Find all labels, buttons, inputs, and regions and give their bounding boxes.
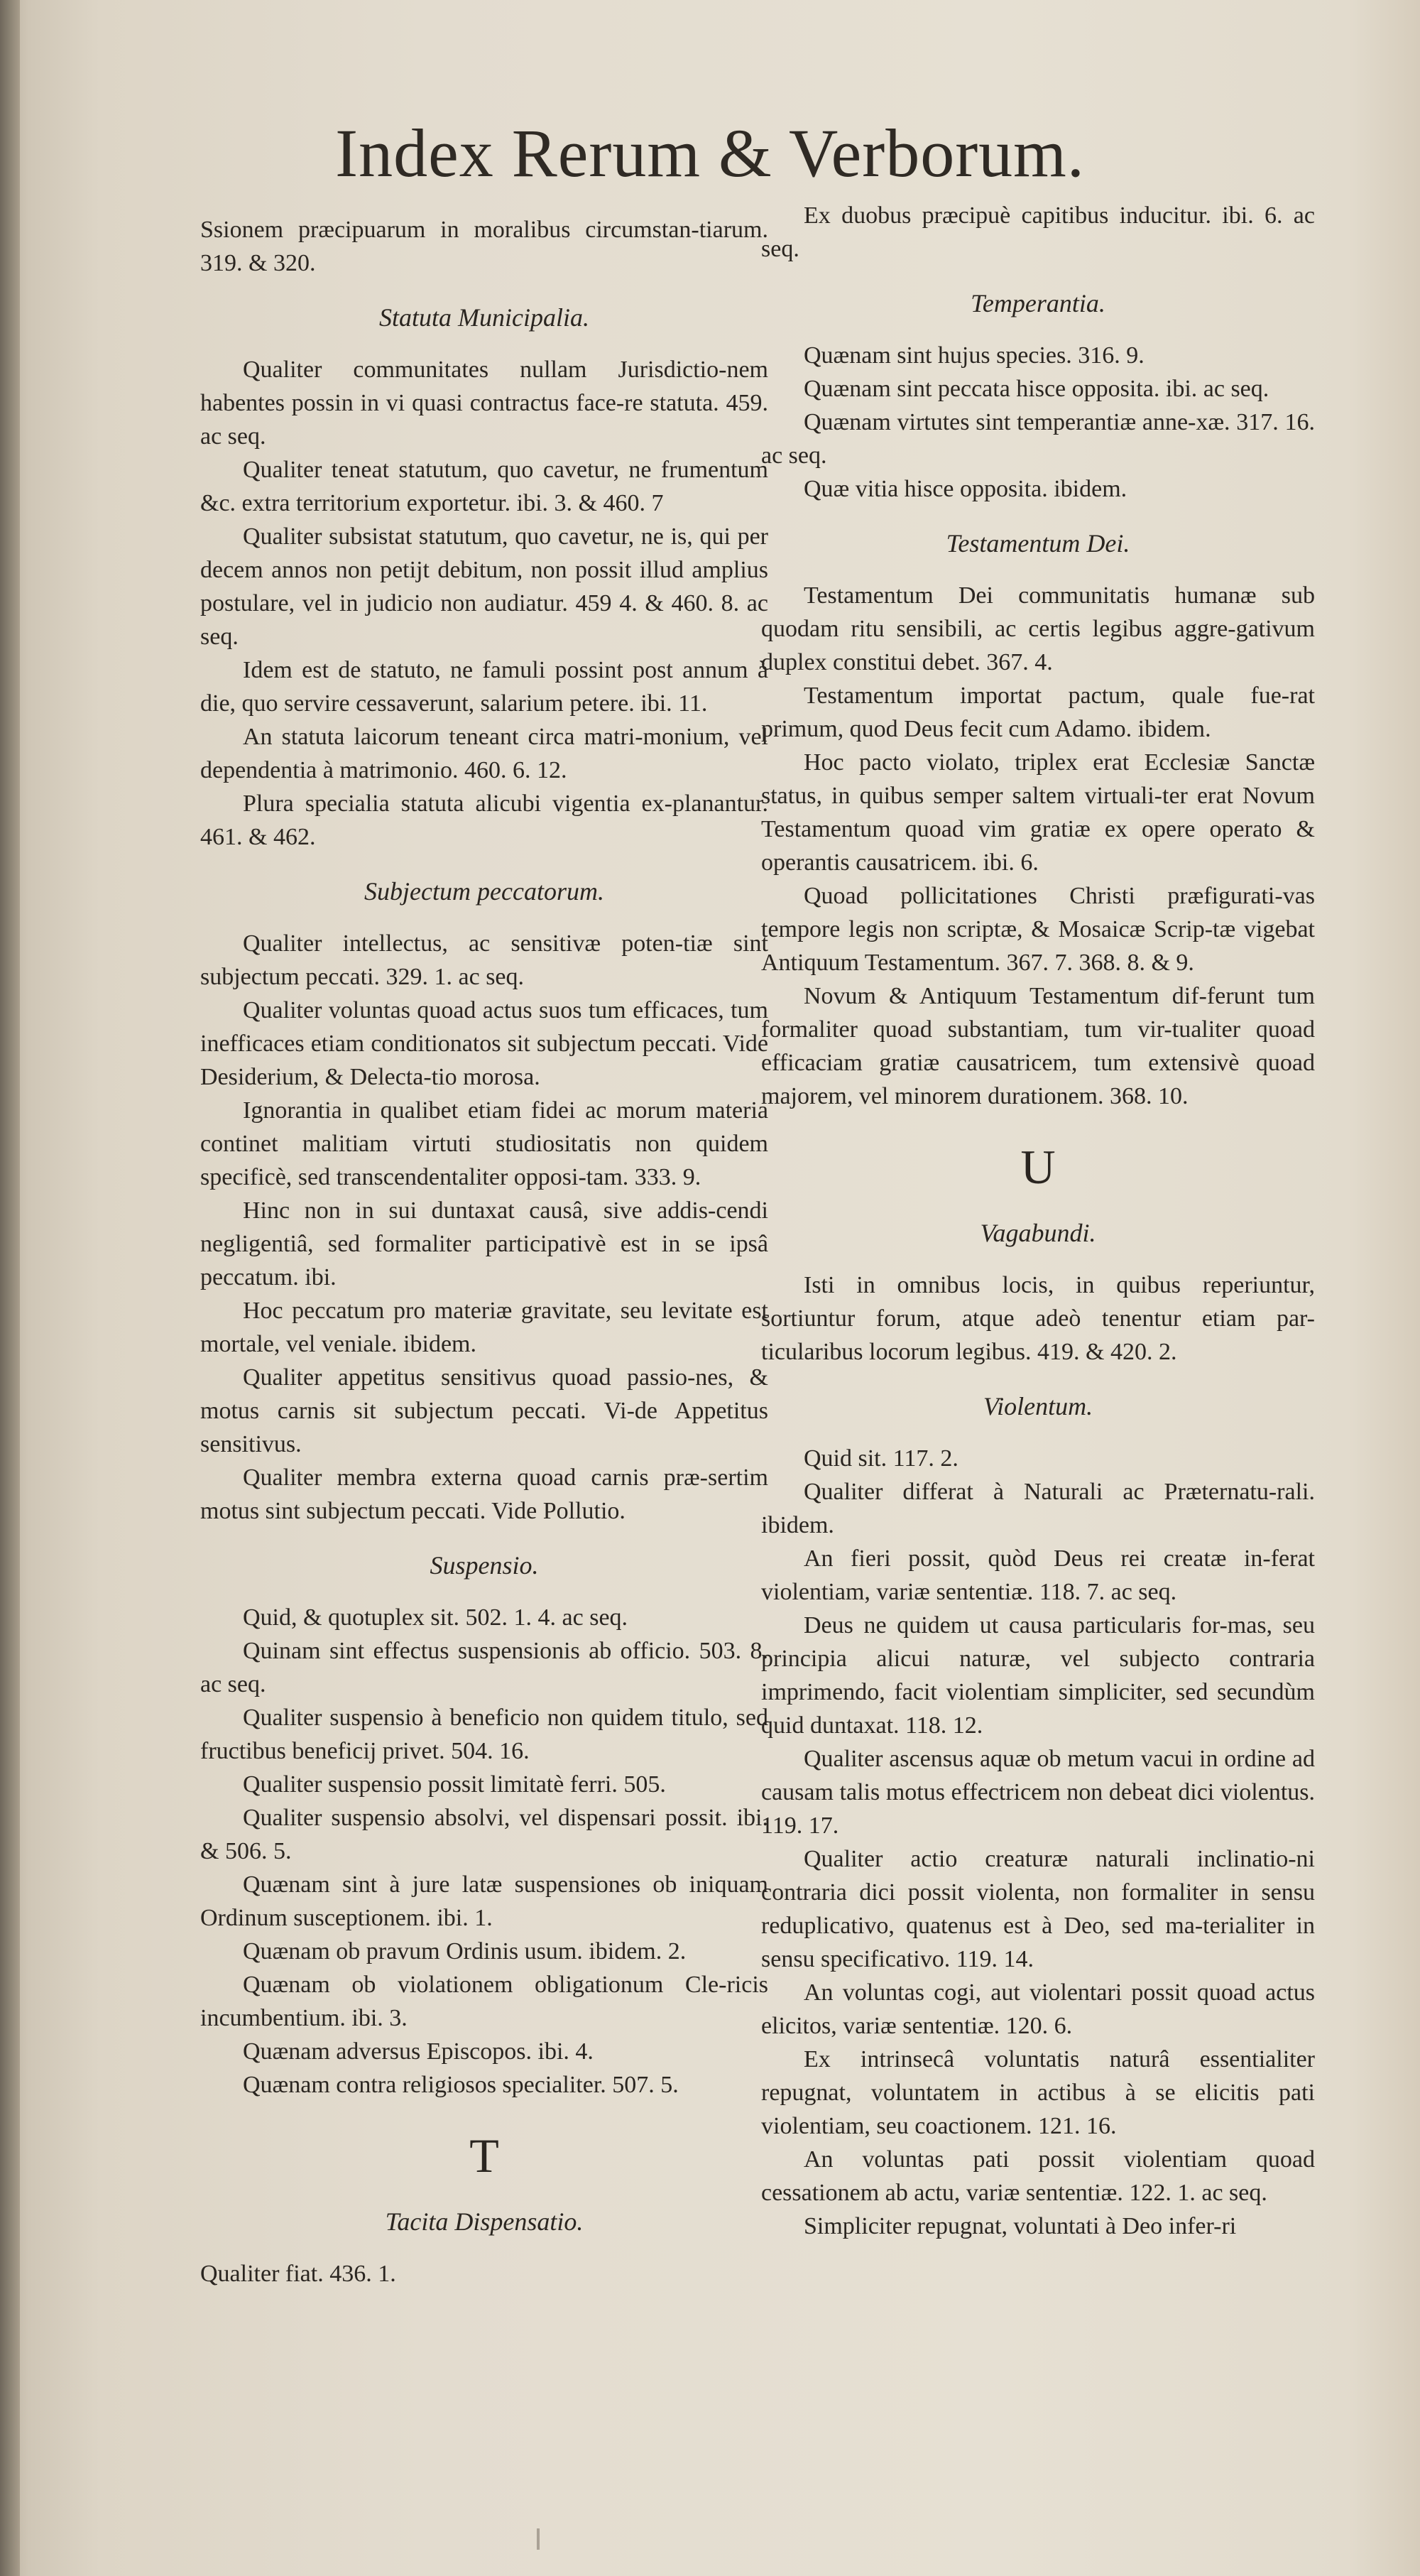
section-heading: Suspensio. bbox=[430, 1551, 539, 1580]
page-gutter-shadow bbox=[0, 0, 20, 2576]
index-entry: Qualiter ascensus aquæ ob metum vacui in ordine ad causam talis motus effectricem non debeat dici violentus. 119. 17. bbox=[761, 1746, 1315, 1839]
section-letter: T bbox=[469, 2129, 499, 2183]
index-entry: Quid, & quotuplex sit. 502. 1. 4. ac seq. bbox=[243, 1604, 628, 1631]
index-entry: Isti in omnibus locis, in quibus reperiuntur, sortiuntur forum, atque adeò tenentur etiam par-ticularibus locorum legibus. 419. & 420. 2. bbox=[761, 1272, 1315, 1365]
index-entry: Quæ vitia hisce opposita. ibidem. bbox=[804, 476, 1127, 502]
section-heading: Violentum. bbox=[983, 1392, 1093, 1420]
index-entry: An voluntas pati possit violentiam quoad cessationem ab actu, variæ sententiæ. 122. 1. ac seq. bbox=[761, 2146, 1315, 2206]
section-heading: Tacita Dispensatio. bbox=[385, 2207, 584, 2236]
index-entry: Qualiter voluntas quoad actus suos tum efficaces, tum inefficaces etiam conditionatos sit subjectum peccati. Vide Desiderium, & Delecta-tio morosa. bbox=[200, 997, 768, 1090]
left-column bbox=[200, 213, 768, 2290]
index-entry: Quænam contra religiosos specialiter. 507. 5. bbox=[243, 2072, 679, 2098]
index-entry: Qualiter communitates nullam Jurisdictio-nem habentes possin in vi quasi contractus face-re statuta. 459. ac seq. bbox=[200, 357, 768, 450]
index-entry: Idem est de statuto, ne famuli possint post annum à die, quo servire cessaverunt, salarium petere. ibi. 11. bbox=[200, 657, 768, 717]
index-entry: Quænam sint à jure latæ suspensiones ob iniquam Ordinum susceptionem. ibi. 1. bbox=[200, 1871, 768, 1931]
index-entry: An voluntas cogi, aut violentari possit quoad actus elicitos, variæ sententiæ. 120. 6. bbox=[761, 1979, 1315, 2039]
index-entry: Simpliciter repugnat, voluntati à Deo infer-ri bbox=[804, 2213, 1237, 2239]
index-entry: Quænam adversus Episcopos. ibi. 4. bbox=[243, 2038, 594, 2065]
index-entry: Qualiter suspensio absolvi, vel dispensari possit. ibi. & 506. 5. bbox=[200, 1805, 768, 1864]
index-entry: Ignorantia in qualibet etiam fidei ac morum materia continet malitiam virtuti studiositatis non quidem specificè, sed transcendentaliter opposi-tam. 333. 9. bbox=[200, 1097, 768, 1190]
index-entry: Quænam virtutes sint temperantiæ anne-xæ. 317. 16. ac seq. bbox=[761, 409, 1315, 469]
index-entry: Hoc pacto violato, triplex erat Ecclesiæ Sanctæ status, in quibus semper saltem virtuali-ter erat Novum Testamentum quoad vim gratiæ ex opere operato & operantis causatricem. ibi. 6. bbox=[761, 749, 1315, 876]
index-entry: Qualiter suspensio à beneficio non quidem titulo, sed fructibus beneficij privet. 504. 16. bbox=[200, 1705, 768, 1764]
index-entry: Quænam sint hujus species. 316. 9. bbox=[804, 342, 1145, 369]
section-heading: Temperantia. bbox=[971, 289, 1105, 317]
index-entry: Qualiter intellectus, ac sensitivæ poten-tiæ sint subjectum peccati. 329. 1. ac seq. bbox=[200, 930, 768, 990]
section-letter: U bbox=[1020, 1140, 1056, 1194]
index-entry: Qualiter membra externa quoad carnis præ-sertim motus sint subjectum peccati. Vide Pollutio. bbox=[200, 1464, 768, 1524]
index-entry: Plura specialia statuta alicubi vigentia ex-planantur. 461. & 462. bbox=[200, 790, 768, 850]
index-entry: Ex duobus præcipuè capitibus inducitur. ibi. 6. ac seq. bbox=[761, 202, 1315, 262]
index-entry: Qualiter suspensio possit limitatè ferri. 505. bbox=[243, 1771, 666, 1798]
right-column bbox=[761, 199, 1315, 2243]
index-entry: Hinc non in sui duntaxat causâ, sive addis-cendi negligentiâ, sed formaliter participativè est in se ipsâ peccatum. ibi. bbox=[200, 1197, 768, 1290]
index-entry: Quænam ob pravum Ordinis usum. ibidem. 2. bbox=[243, 1938, 687, 1964]
page-title: Index Rerum & Verborum. bbox=[335, 115, 1085, 191]
index-entry: Hoc peccatum pro materiæ gravitate, seu levitate est mortale, vel veniale. ibidem. bbox=[200, 1298, 768, 1357]
page-footmark bbox=[537, 2528, 540, 2550]
index-entry: Ex intrinsecâ voluntatis naturâ essentialiter repugnat, voluntatem in actibus à se elicitis pati violentiam, seu coactionem. 121. 16. bbox=[761, 2046, 1315, 2139]
index-entry: An statuta laicorum teneant circa matri-monium, vel dependentia à matrimonio. 460. 6. 12. bbox=[200, 724, 768, 783]
index-entry: Quænam sint peccata hisce opposita. ibi. ac seq. bbox=[804, 376, 1269, 402]
index-entry: Qualiter appetitus sensitivus quoad passio-nes, & motus carnis sit subjectum peccati. Vi-de Appetitus sensitivus. bbox=[200, 1364, 768, 1457]
index-entry: An fieri possit, quòd Deus rei creatæ in-ferat violentiam, variæ sententiæ. 118. 7. ac seq. bbox=[761, 1545, 1315, 1605]
index-entry: Quinam sint effectus suspensionis ab officio. 503. 8. ac seq. bbox=[200, 1638, 768, 1697]
index-entry: Quænam ob violationem obligationum Cle-ricis incumbentium. ibi. 3. bbox=[200, 1972, 768, 2031]
index-entry: Qualiter fiat. 436. 1. bbox=[200, 2261, 396, 2287]
index-entry: Quid sit. 117. 2. bbox=[804, 1445, 958, 1472]
index-entry: Qualiter teneat statutum, quo cavetur, ne frumentum &c. extra territorium exportetur. ibi. 3. & 460. 7 bbox=[200, 457, 768, 516]
index-entry: Quoad pollicitationes Christi præfigurati-vas tempore legis non scriptæ, & Mosaicæ Scrip-tæ vigebat Antiquum Testamentum. 367. 7. 368. 8. & 9. bbox=[761, 883, 1315, 976]
section-heading: Statuta Municipalia. bbox=[379, 303, 589, 332]
index-entry: Ssionem præcipuarum in moralibus circumstan-tiarum. 319. & 320. bbox=[200, 217, 768, 276]
section-heading: Subjectum peccatorum. bbox=[364, 877, 604, 906]
section-heading: Vagabundi. bbox=[980, 1219, 1096, 1247]
index-entry: Qualiter differat à Naturali ac Præternatu-rali. ibidem. bbox=[761, 1479, 1315, 1538]
index-entry: Testamentum Dei communitatis humanæ sub quodam ritu sensibili, ac certis legibus aggre-gativum duplex constitui debet. 367. 4. bbox=[761, 582, 1315, 675]
index-entry: Qualiter subsistat statutum, quo cavetur, ne is, qui per decem annos non petijt debitum, non possit illud amplius postulare, vel in judicio non audiatur. 459 4. & 460. 8. ac seq. bbox=[200, 523, 768, 650]
index-entry: Deus ne quidem ut causa particularis for-mas, seu principia alicui naturæ, vel subjecto contraria imprimendo, facit violentiam simpliciter, sed secundùm quid duntaxat. 118. 12. bbox=[761, 1612, 1315, 1739]
index-entry: Qualiter actio creaturæ naturali inclinatio-ni contraria dici possit violenta, non formaliter in sensu reduplicativo, quatenus est à Deo, sed ma-terialiter in sensu specificativo. 119. 14. bbox=[761, 1846, 1315, 1972]
section-heading: Testamentum Dei. bbox=[946, 529, 1130, 558]
index-entry: Testamentum importat pactum, quale fue-rat primum, quod Deus fecit cum Adamo. ibidem. bbox=[761, 683, 1315, 742]
index-entry: Novum & Antiquum Testamentum dif-ferunt tum formaliter quoad substantiam, tum vir-tualiter quoad efficaciam gratiæ causatricem, tum extensivè quoad majorem, vel minorem durationem. 368. 10. bbox=[761, 983, 1315, 1109]
